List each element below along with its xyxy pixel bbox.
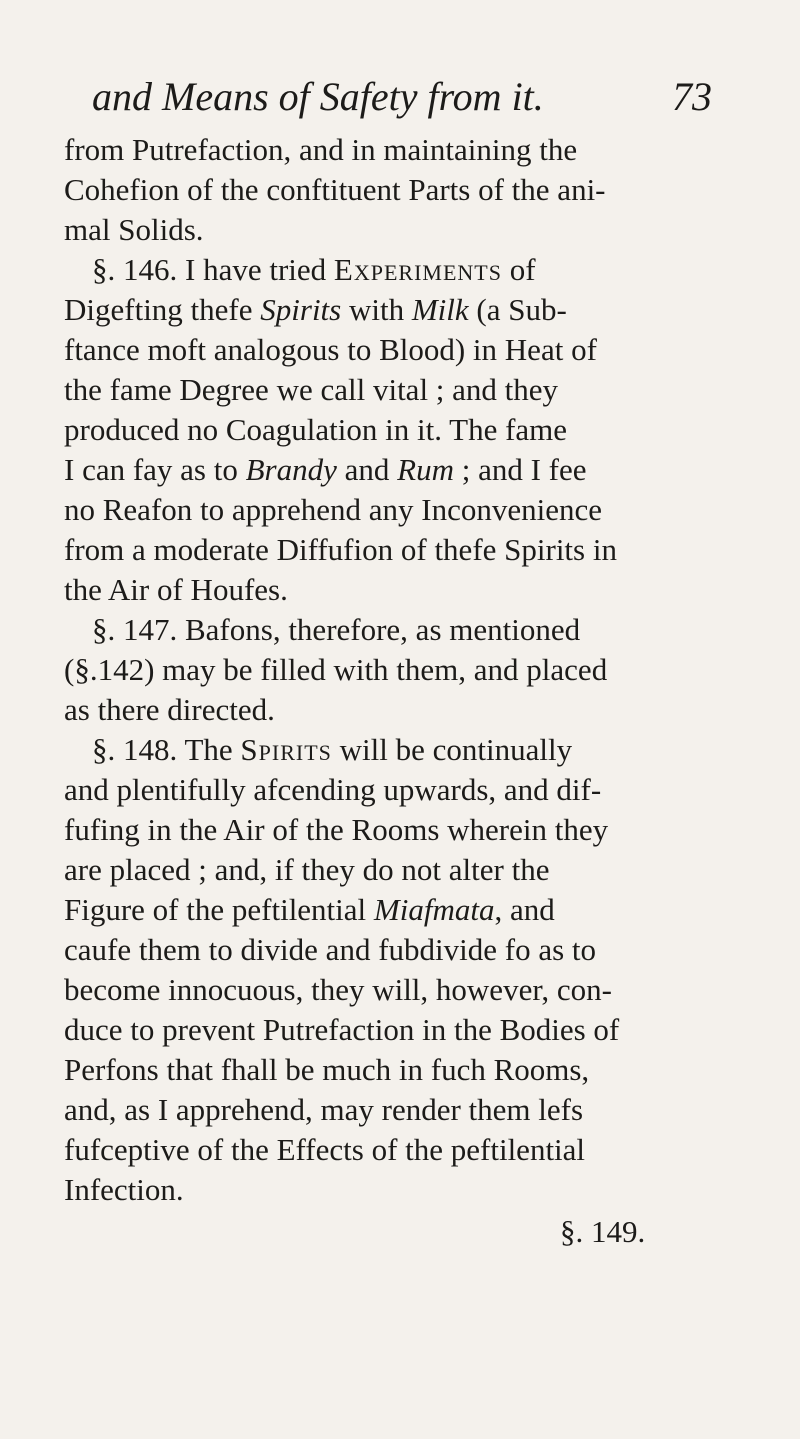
text-line: the Air of Houfes.: [64, 572, 288, 607]
text-line: the fame Degree we call vital ; and they: [64, 372, 559, 407]
text-line: from Putrefaction, and in maintaining the: [64, 132, 578, 167]
text-line: duce to prevent Putrefaction in the Bodies of: [64, 1012, 620, 1047]
page-header: [92, 74, 712, 120]
text-line: caufe them to divide and fubdivide fo as to: [64, 932, 597, 967]
page-number: 73: [672, 74, 712, 119]
text-line: and plentifully afcending upwards, and dif-: [64, 772, 602, 807]
text-line: no Reafon to apprehend any Inconvenience: [64, 492, 602, 527]
text-line: §. 148. The Spirits will be continually: [92, 732, 573, 767]
running-title: and Means of Safety from it.: [92, 74, 544, 119]
text-line: are placed ; and, if they do not alter the: [64, 852, 550, 887]
text-line: §. 147. Bafons, therefore, as mentioned: [92, 612, 581, 647]
text-line: fufing in the Air of the Rooms wherein they: [64, 812, 609, 847]
text-line: and, as I apprehend, may render them lefs: [64, 1092, 584, 1127]
text-line: ftance moft analogous to Blood) in Heat of: [64, 332, 597, 367]
text-line: Perfons that fhall be much in fuch Rooms,: [64, 1052, 590, 1087]
text-line: fufceptive of the Effects of the peftilential: [64, 1132, 586, 1167]
text-line: §. 146. I have tried Experiments of: [92, 252, 536, 287]
text-line: mal Solids.: [64, 212, 204, 247]
text-line: Infection.: [64, 1172, 184, 1207]
text-line: I can fay as to Brandy and Rum ; and I fee: [64, 452, 587, 487]
text-line: Figure of the peftilential Miafmata, and: [64, 892, 555, 927]
text-line: from a moderate Diffufion of thefe Spirits in: [64, 532, 617, 567]
catchword: §. 149.: [560, 1214, 646, 1249]
text-line: Cohefion of the conftituent Parts of the ani-: [64, 172, 606, 207]
text-line: become innocuous, they will, however, con-: [64, 972, 612, 1007]
text-line: (§.142) may be filled with them, and placed: [64, 652, 608, 687]
text-line: produced no Coagulation in it. The fame: [64, 412, 568, 447]
text-line: as there directed.: [64, 692, 275, 727]
text-line: Digefting thefe Spirits with Milk (a Sub-: [64, 292, 567, 327]
